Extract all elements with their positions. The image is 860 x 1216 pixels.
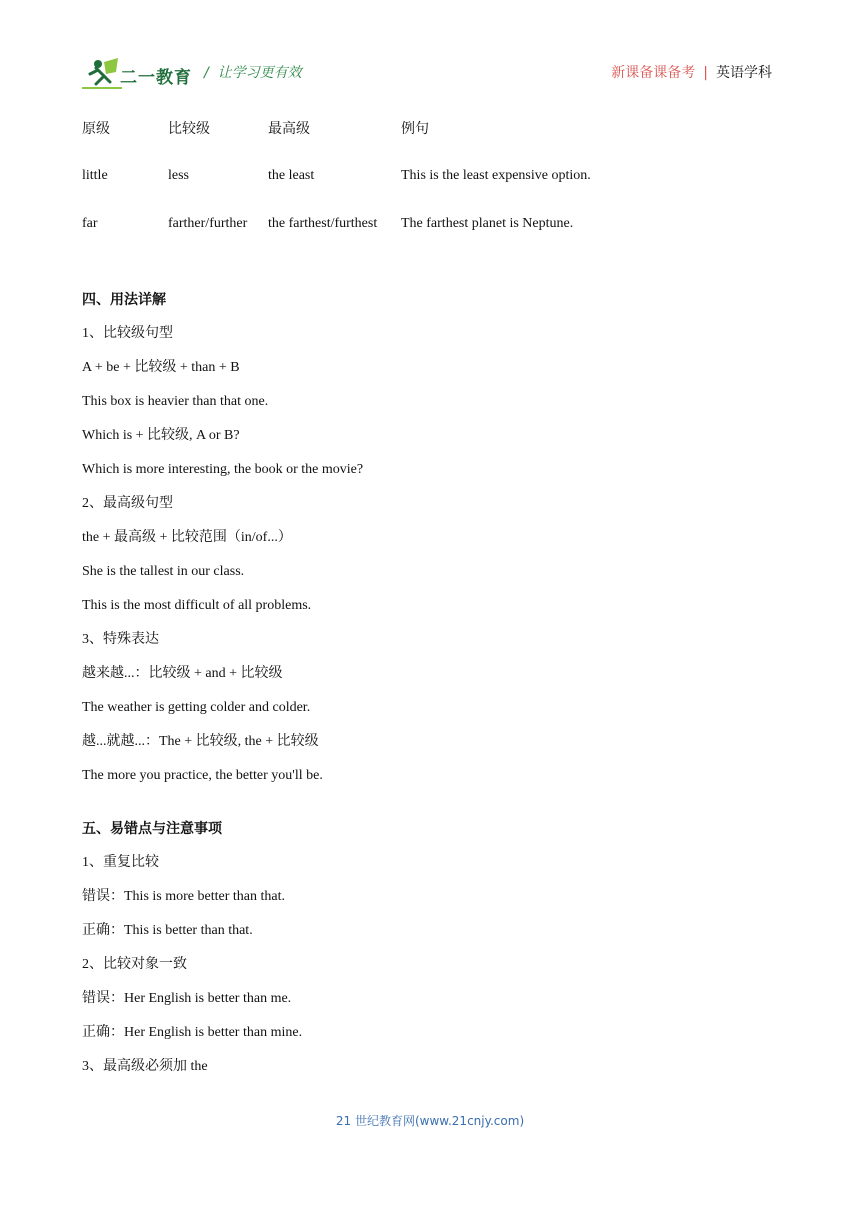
text-line: Which is + 比较级, A or B?: [82, 428, 240, 443]
section-gap: [82, 800, 782, 819]
text-line: Which is more interesting, the book or the movie?: [82, 462, 364, 477]
page-footer: 21 世纪教育网(www.21cnjy.com): [335, 1114, 525, 1128]
table-cell: farther/further: [168, 216, 248, 231]
table-cell: This is the least expensive option.: [401, 168, 591, 183]
text-line: 1、重复比较: [82, 855, 159, 870]
text-line: 3、特殊表达: [82, 632, 159, 647]
table-header-cell: 最高级: [268, 122, 310, 137]
text-line: A + be + 比较级 + than + B: [82, 360, 240, 375]
table-cell: little: [82, 168, 108, 183]
text-line: She is the tallest in our class.: [82, 564, 245, 579]
table-header-cell: 例句: [401, 122, 429, 137]
subject-label: 英语学科: [716, 65, 772, 81]
document-body: [82, 290, 782, 1091]
text-line: 越...就越...：The + 比较级, the + 比较级: [82, 734, 319, 749]
logo-text: 二一教育: [120, 68, 192, 87]
table-cell: the farthest/furthest: [268, 216, 378, 231]
text-line: 2、比较对象一致: [82, 957, 187, 972]
table-cell: far: [82, 216, 98, 231]
text-line: 正确：This is better than that.: [82, 923, 253, 938]
table-header-cell: 原级: [82, 122, 110, 137]
section-heading: 四、用法详解: [82, 292, 166, 308]
header-slogan: / 让学习更有效: [204, 65, 302, 81]
text-line: This box is heavier than that one.: [82, 394, 269, 409]
text-line: 正确：Her English is better than mine.: [82, 1025, 303, 1040]
text-line: the + 最高级 + 比较范围（in/of...）: [82, 530, 292, 545]
table-cell: less: [168, 168, 189, 183]
text-line: 2、最高级句型: [82, 496, 173, 511]
text-line: 3、最高级必须加 the: [82, 1059, 208, 1074]
text-line: The weather is getting colder and colder.: [82, 700, 311, 715]
section-heading: 五、易错点与注意事项: [82, 821, 222, 837]
text-line: This is the most difficult of all problems.: [82, 598, 312, 613]
text-line: 1、比较级句型: [82, 326, 173, 341]
header-right: [611, 62, 772, 82]
page-header: [0, 0, 860, 100]
text-line: 越来越...：比较级 + and + 比较级: [82, 666, 283, 681]
table-header-cell: 比较级: [168, 122, 210, 137]
table-cell: the least: [268, 168, 315, 183]
table-cell: The farthest planet is Neptune.: [401, 216, 574, 231]
slogan-text: 让学习更有效: [217, 65, 302, 81]
header-separator: |: [703, 65, 708, 81]
text-line: 错误：Her English is better than me.: [82, 991, 292, 1006]
text-line: 错误：This is more better than that.: [82, 889, 285, 904]
text-line: The more you practice, the better you'll be.: [82, 768, 323, 783]
course-label: 新课备课备考: [611, 65, 696, 81]
